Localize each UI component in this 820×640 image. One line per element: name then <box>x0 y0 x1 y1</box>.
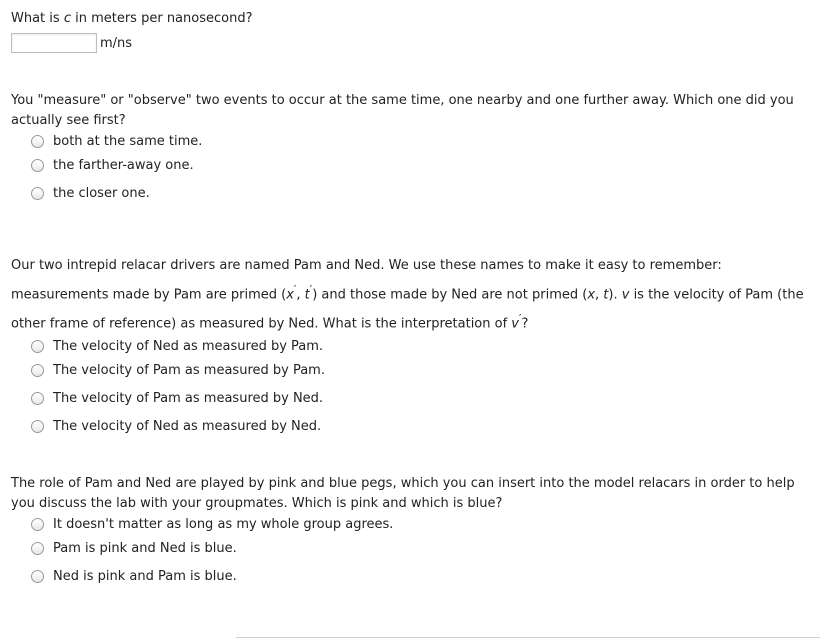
option-label: The velocity of Pam as measured by Pam. <box>53 363 325 379</box>
prime-mark: ′ <box>309 283 313 296</box>
answer-input[interactable] <box>11 33 97 53</box>
option-pam-by-ned[interactable] <box>11 385 811 413</box>
option-label: The velocity of Ned as measured by Ned. <box>53 419 322 435</box>
radio-button[interactable] <box>31 340 44 353</box>
radio-button[interactable] <box>31 542 44 555</box>
question-text-part: Our two intrepid relacar drivers are named Pam and Ned. We use these names to make it easy to remember: measurements made by Pam are primed ( <box>11 258 722 303</box>
option-ned-pink[interactable] <box>11 562 811 590</box>
question-text <box>11 254 811 337</box>
option-label: the farther-away one. <box>53 157 194 173</box>
option-pam-pink[interactable] <box>11 534 811 562</box>
option-label: The velocity of Ned as measured by Pam. <box>53 339 324 355</box>
option-closer[interactable] <box>11 179 811 207</box>
question-text-part: is the velocity of Pam (the other frame of reference) as measured by Ned. What is the interpretation of <box>11 287 804 332</box>
option-ned-by-ned[interactable] <box>11 413 811 441</box>
unit-label: m/ns <box>100 35 133 51</box>
question-interpretation-v-prime <box>11 254 811 441</box>
question-text-part: ) and those made by Ned are not primed ( <box>312 287 588 303</box>
option-farther-away[interactable] <box>11 151 811 179</box>
question-text: The role of Pam and Ned are played by pink and blue pegs, which you can insert into the model relacars in order to help you discuss the lab with your groupmates. Which is pink and which is blue? <box>11 476 795 511</box>
option-label: Pam is pink and Ned is blue. <box>53 540 237 556</box>
question-text-part: in meters per nanosecond? <box>70 11 253 26</box>
radio-button[interactable] <box>31 570 44 583</box>
variable-v-prime: v <box>511 316 519 332</box>
question-text <box>11 9 811 29</box>
question-text-part: ? <box>521 316 529 332</box>
radio-button[interactable] <box>31 392 44 405</box>
variable-v: v <box>621 287 630 303</box>
question-which-seen-first <box>11 91 811 207</box>
option-label: both at the same time. <box>53 133 203 149</box>
variable-x-prime: x <box>286 287 294 303</box>
separator: , <box>595 287 604 303</box>
radio-button[interactable] <box>31 187 44 200</box>
option-pam-by-pam[interactable] <box>11 357 811 385</box>
radio-button[interactable] <box>31 420 44 433</box>
divider <box>236 637 820 638</box>
option-doesnt-matter[interactable] <box>11 514 811 534</box>
option-ned-by-pam[interactable] <box>11 337 811 357</box>
separator: , <box>296 287 305 303</box>
options-list <box>11 131 811 207</box>
question-text-part: What is <box>11 11 64 26</box>
option-label: The velocity of Pam as measured by Ned. <box>53 391 324 407</box>
variable-t: t <box>603 287 609 303</box>
option-both-same-time[interactable] <box>11 131 811 151</box>
variable-c: c <box>63 11 71 26</box>
option-label: the closer one. <box>53 185 150 201</box>
options-list <box>11 514 811 590</box>
question-speed-of-light <box>11 9 811 53</box>
radio-button[interactable] <box>31 518 44 531</box>
question-pink-blue-pegs <box>11 474 811 590</box>
question-text-part: ). <box>608 287 622 303</box>
radio-button[interactable] <box>31 159 44 172</box>
answer-row <box>11 33 811 53</box>
radio-button[interactable] <box>31 364 44 377</box>
options-list <box>11 337 811 441</box>
option-label: It doesn't matter as long as my whole group agrees. <box>53 516 394 532</box>
variable-t-prime: t <box>304 287 310 303</box>
question-text: You "measure" or "observe" two events to occur at the same time, one nearby and one further away. Which one did you actually see first? <box>11 93 794 128</box>
prime-mark: ′ <box>519 312 522 326</box>
prime-mark: ′ <box>293 283 297 296</box>
option-label: Ned is pink and Pam is blue. <box>53 568 237 584</box>
variable-x: x <box>587 287 596 303</box>
radio-button[interactable] <box>31 135 44 148</box>
